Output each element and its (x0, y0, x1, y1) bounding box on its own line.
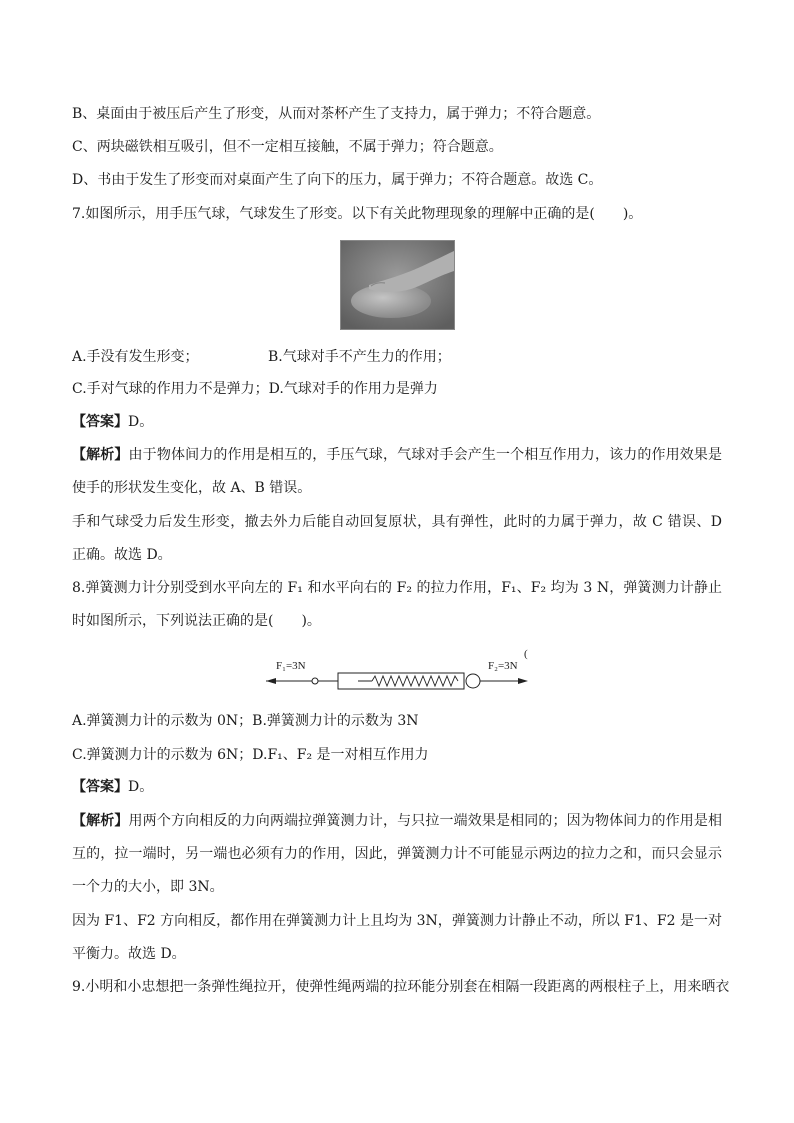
diagram-mark: ( (524, 648, 528, 660)
q7-analysis-2: 手和气球受力后发生形变，撤去外力后能自动回复原状，具有弹性，此时的力属于弹力，故 C 错误、D 正确。故选 D。 (72, 514, 722, 563)
spring-scale-diagram (262, 647, 532, 697)
q8-option-cd: C.弹簧测力计的示数为 6N；D.F₁、F₂ 是一对相互作用力 (72, 747, 429, 763)
q7-option-b: B.气球对手不产生力的作用； (268, 349, 451, 365)
right-arrowhead (518, 678, 528, 684)
q7-option-a: A.手没有发生形变； (72, 349, 199, 365)
q8-analysis-1 (72, 805, 722, 904)
q7-answer (72, 412, 153, 432)
left-arrowhead (266, 678, 276, 684)
analysis-tag: 【解析】 (72, 447, 129, 463)
answer-tag: 【答案】 (72, 414, 128, 430)
question-8: 8.弹簧测力计分别受到水平向左的 F₁ 和水平向右的 F₂ 的拉力作用，F₁、F₂ 均为 3 N，弹簧测力计静止时如图所示，下列说法正确的是( )。 (72, 580, 722, 629)
right-ring (466, 674, 480, 688)
analysis-text: 由于物体间力的作用是相互的，手压气球，气球对手会产生一个相互作用力，该力的作用效果是使手的形状发生变化，故 A、B 错误。 (72, 447, 723, 496)
answer-tag: 【答案】 (72, 779, 128, 795)
q8-answer (72, 777, 153, 797)
option-d-line: D、书由于发生了形变而对桌面产生了向下的压力，属于弹力；不符合题意。故选 C。 (72, 172, 603, 188)
option-c-line: C、两块磁铁相互吸引，但不一定相互接触，不属于弹力；符合题意。 (72, 139, 503, 155)
question-7: 7.如图所示，用手压气球，气球发生了形变。以下有关此物理现象的理解中正确的是( )。 (72, 206, 643, 222)
answer-value: D。 (128, 779, 154, 795)
balloon-photo (340, 240, 455, 330)
f1-label: F₁=3N (276, 660, 306, 672)
q8-analysis-2: 因为 F1、F2 方向相反，都作用在弹簧测力计上且均为 3N，弹簧测力计静止不动，所以 F1、F2 是一对平衡力。故选 D。 (72, 913, 722, 962)
q8-option-ab: A.弹簧测力计的示数为 0N；B.弹簧测力计的示数为 3N (72, 713, 419, 729)
q7-option-cd: C.手对气球的作用力不是弹力；D.气球对手的作用力是弹力 (72, 381, 438, 397)
f2-label: F₂=3N (488, 660, 518, 672)
balloon-hand-illustration (341, 241, 454, 329)
analysis-text: 用两个方向相反的力向两端拉弹簧测力计，与只拉一端效果是相同的；因为物体间力的作用是相互的，拉一端时，另一端也必须有力的作用，因此，弹簧测力计不可能显示两边的拉力之和，而只会显示一个力的大小，即 3N。 (72, 813, 723, 895)
analysis-tag: 【解析】 (72, 813, 129, 829)
left-hook (312, 678, 318, 684)
q7-analysis-1 (72, 439, 722, 505)
option-b-line: B、桌面由于被压后产生了形变，从而对茶杯产生了支持力，属于弹力；不符合题意。 (72, 106, 601, 122)
question-9: 9.小明和小忠想把一条弹性绳拉开，使弹性绳两端的拉环能分别套在相隔一段距离的两根柱子上，用来晒衣 (72, 979, 730, 995)
answer-value: D。 (128, 414, 154, 430)
